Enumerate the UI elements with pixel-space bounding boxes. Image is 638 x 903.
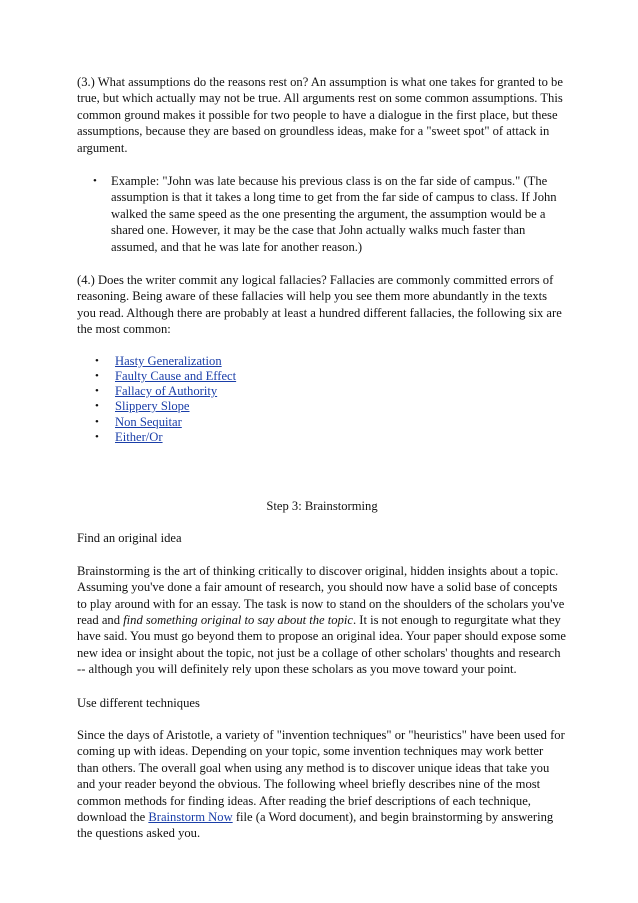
- list-item: [115, 430, 567, 445]
- example-item: • Example: "John was late because his previous class is on the far side of campus." (The assumption is that it takes a long time to get from the far side of campus to class. If John walked the same speed as the one presenting the argument, the assumption would be a shared one. However, it may be the case that John actually walks much faster than assumed, and that he was late for another reason.): [111, 173, 567, 255]
- brainstorming-text-2: . It is not enough to regurgitate what they have said. You must go beyond them to propose an original idea. Your paper should expose some new idea or insight about the topic, not just be a collage of other scholars' thoughts and research -- although you will definitely rely upon these scholars as you move toward your point.: [77, 612, 566, 677]
- fallacies-list: [77, 354, 567, 445]
- link-either-or[interactable]: Either/Or: [115, 429, 163, 444]
- brainstorming-paragraph: [77, 563, 567, 678]
- list-item: [115, 369, 567, 384]
- link-slippery-slope[interactable]: Slippery Slope: [115, 399, 190, 414]
- brainstorm-now-link[interactable]: Brainstorm Now: [148, 810, 233, 824]
- brainstorming-text-1: Brainstorming is the art of thinking critically to discover original, hidden insights about a topic. Assuming you've done a fair amount of research, you should now have a solid base of concepts to play around with for an essay. The task is now to stand on the shoulders of the scholars you've read and: [77, 563, 565, 627]
- techniques-paragraph: [77, 727, 567, 842]
- link-hasty-generalization[interactable]: Hasty Generalization: [115, 353, 222, 368]
- list-item: [115, 399, 567, 414]
- list-item: [115, 384, 567, 399]
- list-item: [115, 354, 567, 369]
- step-heading: Step 3: Brainstorming: [266, 498, 378, 513]
- document-page: [77, 74, 567, 842]
- fallacies-paragraph: (4.) Does the writer commit any logical fallacies? Fallacies are commonly committed errors of reasoning. Being aware of these fallacies will help you see them more abundantly in the texts you read. Although there are probably at least a hundred different fallacies, the following six are the most common:: [77, 273, 562, 337]
- techniques-text-1: Since the days of Aristotle, a variety of "invention techniques" or "heuristics" have been used for coming up with ideas. Depending on your topic, some invention techniques may work better than others. The overall goal when using any method is to discover unique ideas that take you and your reader beyond the obvious. The following wheel briefly describes nine of the most common methods for finding ideas. After reading the brief descriptions of each technique, download the: [77, 727, 565, 824]
- link-non-sequitar[interactable]: Non Sequitar: [115, 414, 182, 429]
- find-idea-heading: Find an original idea: [77, 531, 182, 546]
- link-fallacy-of-authority[interactable]: Fallacy of Authority: [115, 384, 218, 399]
- brainstorming-emphasis: find something original to say about the topic: [123, 612, 353, 627]
- link-faulty-cause-and-effect[interactable]: Faulty Cause and Effect: [115, 368, 237, 383]
- example-list: [77, 173, 567, 255]
- assumptions-paragraph: (3.) What assumptions do the reasons rest on? An assumption is what one takes for granted to be true, but which actually may not be true. All arguments rest on some common assumptions. This common ground makes it possible for two people to have a dialogue in the first place, but these assumptions, because they are based on groundless ideas, make for a "sweet spot" of attack in argument.: [77, 75, 563, 155]
- techniques-text-2: file (a Word document), and begin brainstorming by answering the questions asked you.: [77, 810, 554, 841]
- list-item: [115, 415, 567, 430]
- techniques-heading: Use different techniques: [77, 695, 200, 710]
